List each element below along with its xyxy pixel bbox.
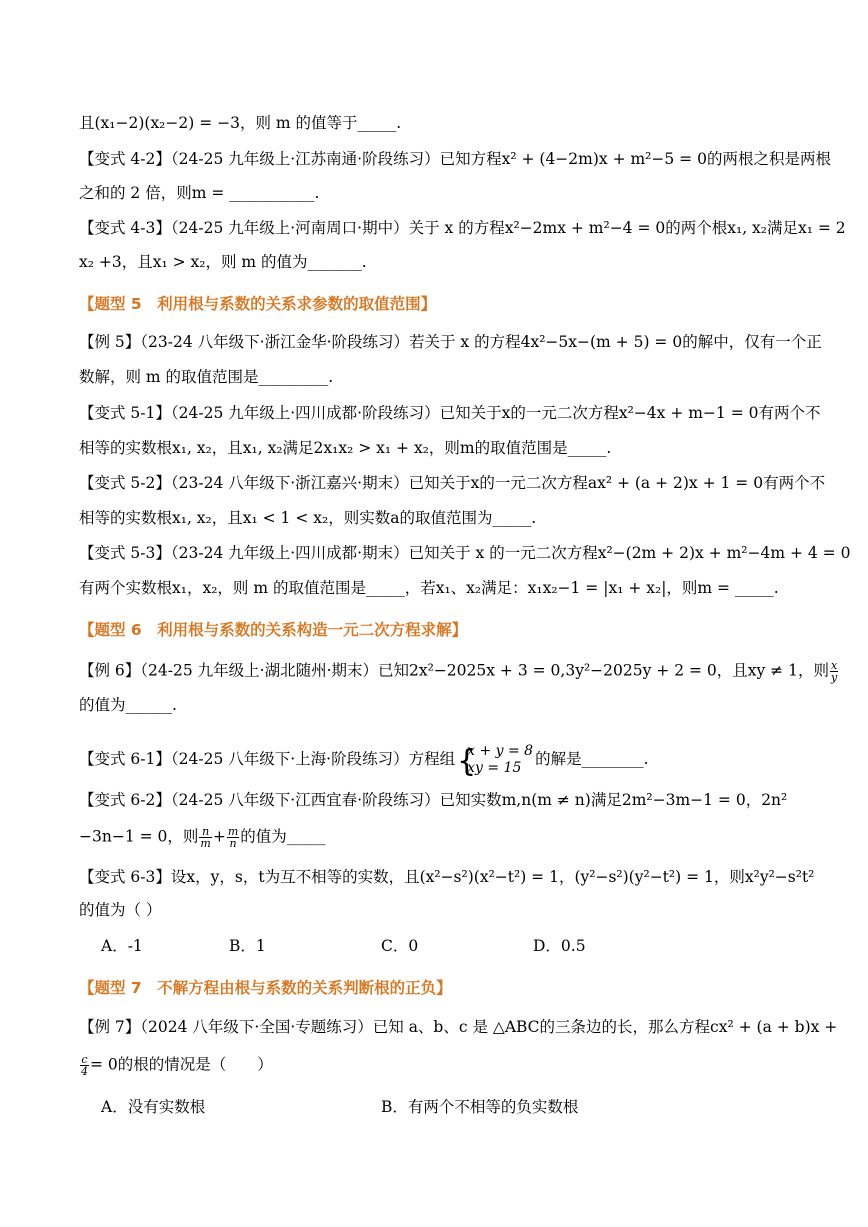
option-a: A．-1 [101,937,143,955]
option-b: B．1 [229,937,266,955]
option-d: D．0.5 [533,937,586,955]
fraction-numerator: c [81,1053,88,1066]
fraction-n-over-m [199,826,211,849]
fraction-denominator: 4 [81,1065,88,1078]
plus-sign: + [212,827,226,846]
section-heading-6: 【题型 6 利用根与系数的关系构造一元二次方程求解】 [79,621,468,639]
text-line: 【变式 6-2】（24-25 八年级下·江西宜春·阶段练习）已知实数m,n(m ≠ n)满足2m²−3m−1 = 0，2n² [79,791,788,809]
option-b: B．有两个不相等的负实数根 [381,1098,579,1116]
text-line: 【变式 4-2】（24-25 九年级上·江苏南通·阶段练习）已知方程x² + (4−2m)x + m²−5 = 0的两根之积是两根 [79,150,831,168]
section-heading-5: 【题型 5 利用根与系数的关系求参数的取值范围】 [79,295,437,313]
text-line [79,743,649,777]
fraction-x-over-y [830,660,838,683]
text-line: 【变式 4-3】（24-25 九年级上·河南周口·期中）关于 x 的方程x²−2mx + m²−4 = 0的两个根x₁, x₂满足x₁ = 2 [79,219,846,237]
equation-system [457,743,533,777]
system-row: xy = 15 [467,760,522,776]
text-line: 的值为（ ） [79,901,162,919]
option-a: A．没有实数根 [101,1098,206,1116]
text-span: 的解是________. [535,750,649,768]
fraction-m-over-n [227,826,239,849]
text-span: 【例 6】（24-25 九年级上·湖北随州·期末）已知2x²−2025x + 3 = 0,3y²−2025y + 2 = 0，且xy ≠ 1，则 [79,661,829,680]
text-line: 的值为______. [79,696,177,714]
text-line: 【变式 6-3】设x，y，s，t为互不相等的实数，且(x²−s²)(x²−t²) = 1，(y²−s²)(y²−t²) = 1，则x²y²−s²t² [79,868,815,886]
fraction-denominator: n [229,837,237,850]
fraction-c-over-4 [80,1054,89,1077]
text-line: 【例 7】（2024 八年级下·全国·专题练习）已知 a、b、c 是 △ABC的三条边的长，那么方程cx² + (a + b)x + [79,1018,838,1036]
text-line: 相等的实数根x₁, x₂，且x₁, x₂满足2x₁x₂ > x₁ + x₂，则m的取值范围是_____. [79,439,612,457]
fraction-numerator: n [199,826,211,838]
text-span: 的值为_____ [240,827,326,846]
text-line [79,1054,273,1077]
text-line [79,826,326,849]
text-line: 【变式 5-2】（23-24 八年级下·浙江嘉兴·期末）已知关于x的一元二次方程ax² + (a + 2)x + 1 = 0有两个不 [79,474,826,492]
section-heading-7: 【题型 7 不解方程由根与系数的关系判断根的正负】 [79,979,452,997]
text-line: 数解，则 m 的取值范围是_________. [79,368,334,386]
text-line: 相等的实数根x₁, x₂，且x₁ < 1 < x₂，则实数a的取值范围为_____. [79,509,537,527]
fraction-denominator: m [200,837,211,850]
text-line: x₂ +3，且x₁ > x₂，则 m 的值为_______. [79,253,367,271]
system-row: x + y = 8 [467,743,534,759]
text-line: 【例 5】（23-24 八年级下·浙江金华·阶段练习）若关于 x 的方程4x²−5x−(m + 5) = 0的解中，仅有一个正 [79,333,822,351]
fraction-numerator: x [830,659,838,672]
text-line: 之和的 2 倍，则m = ___________. [79,184,320,202]
text-span: −3n−1 = 0，则 [79,827,199,846]
fraction-denominator: y [830,671,838,684]
text-line: 且(x₁−2)(x₂−2) = −3，则 m 的值等于_____. [79,114,402,132]
text-line [79,660,839,683]
text-line: 有两个实数根x₁，x₂，则 m 的取值范围是_____，若x₁、x₂满足：x₁x₂−1 = |x₁ + x₂|，则m = _____. [79,579,779,597]
text-line: 【变式 5-1】（24-25 九年级上·四川成都·阶段练习）已知关于x的一元二次方程x²−4x + m−1 = 0有两个不 [79,404,821,422]
text-span: 【变式 6-1】（24-25 八年级下·上海·阶段练习）方程组 [79,750,456,768]
option-c: C．0 [381,937,419,955]
text-span: = 0的根的情况是（ ） [90,1055,273,1074]
text-line: 【变式 5-3】（23-24 九年级上·四川成都·期末）已知关于 x 的一元二次方程x²−(2m + 2)x + m²−4m + 4 = 0 [79,544,851,562]
fraction-numerator: m [227,825,239,838]
brace-icon: { [457,744,477,779]
